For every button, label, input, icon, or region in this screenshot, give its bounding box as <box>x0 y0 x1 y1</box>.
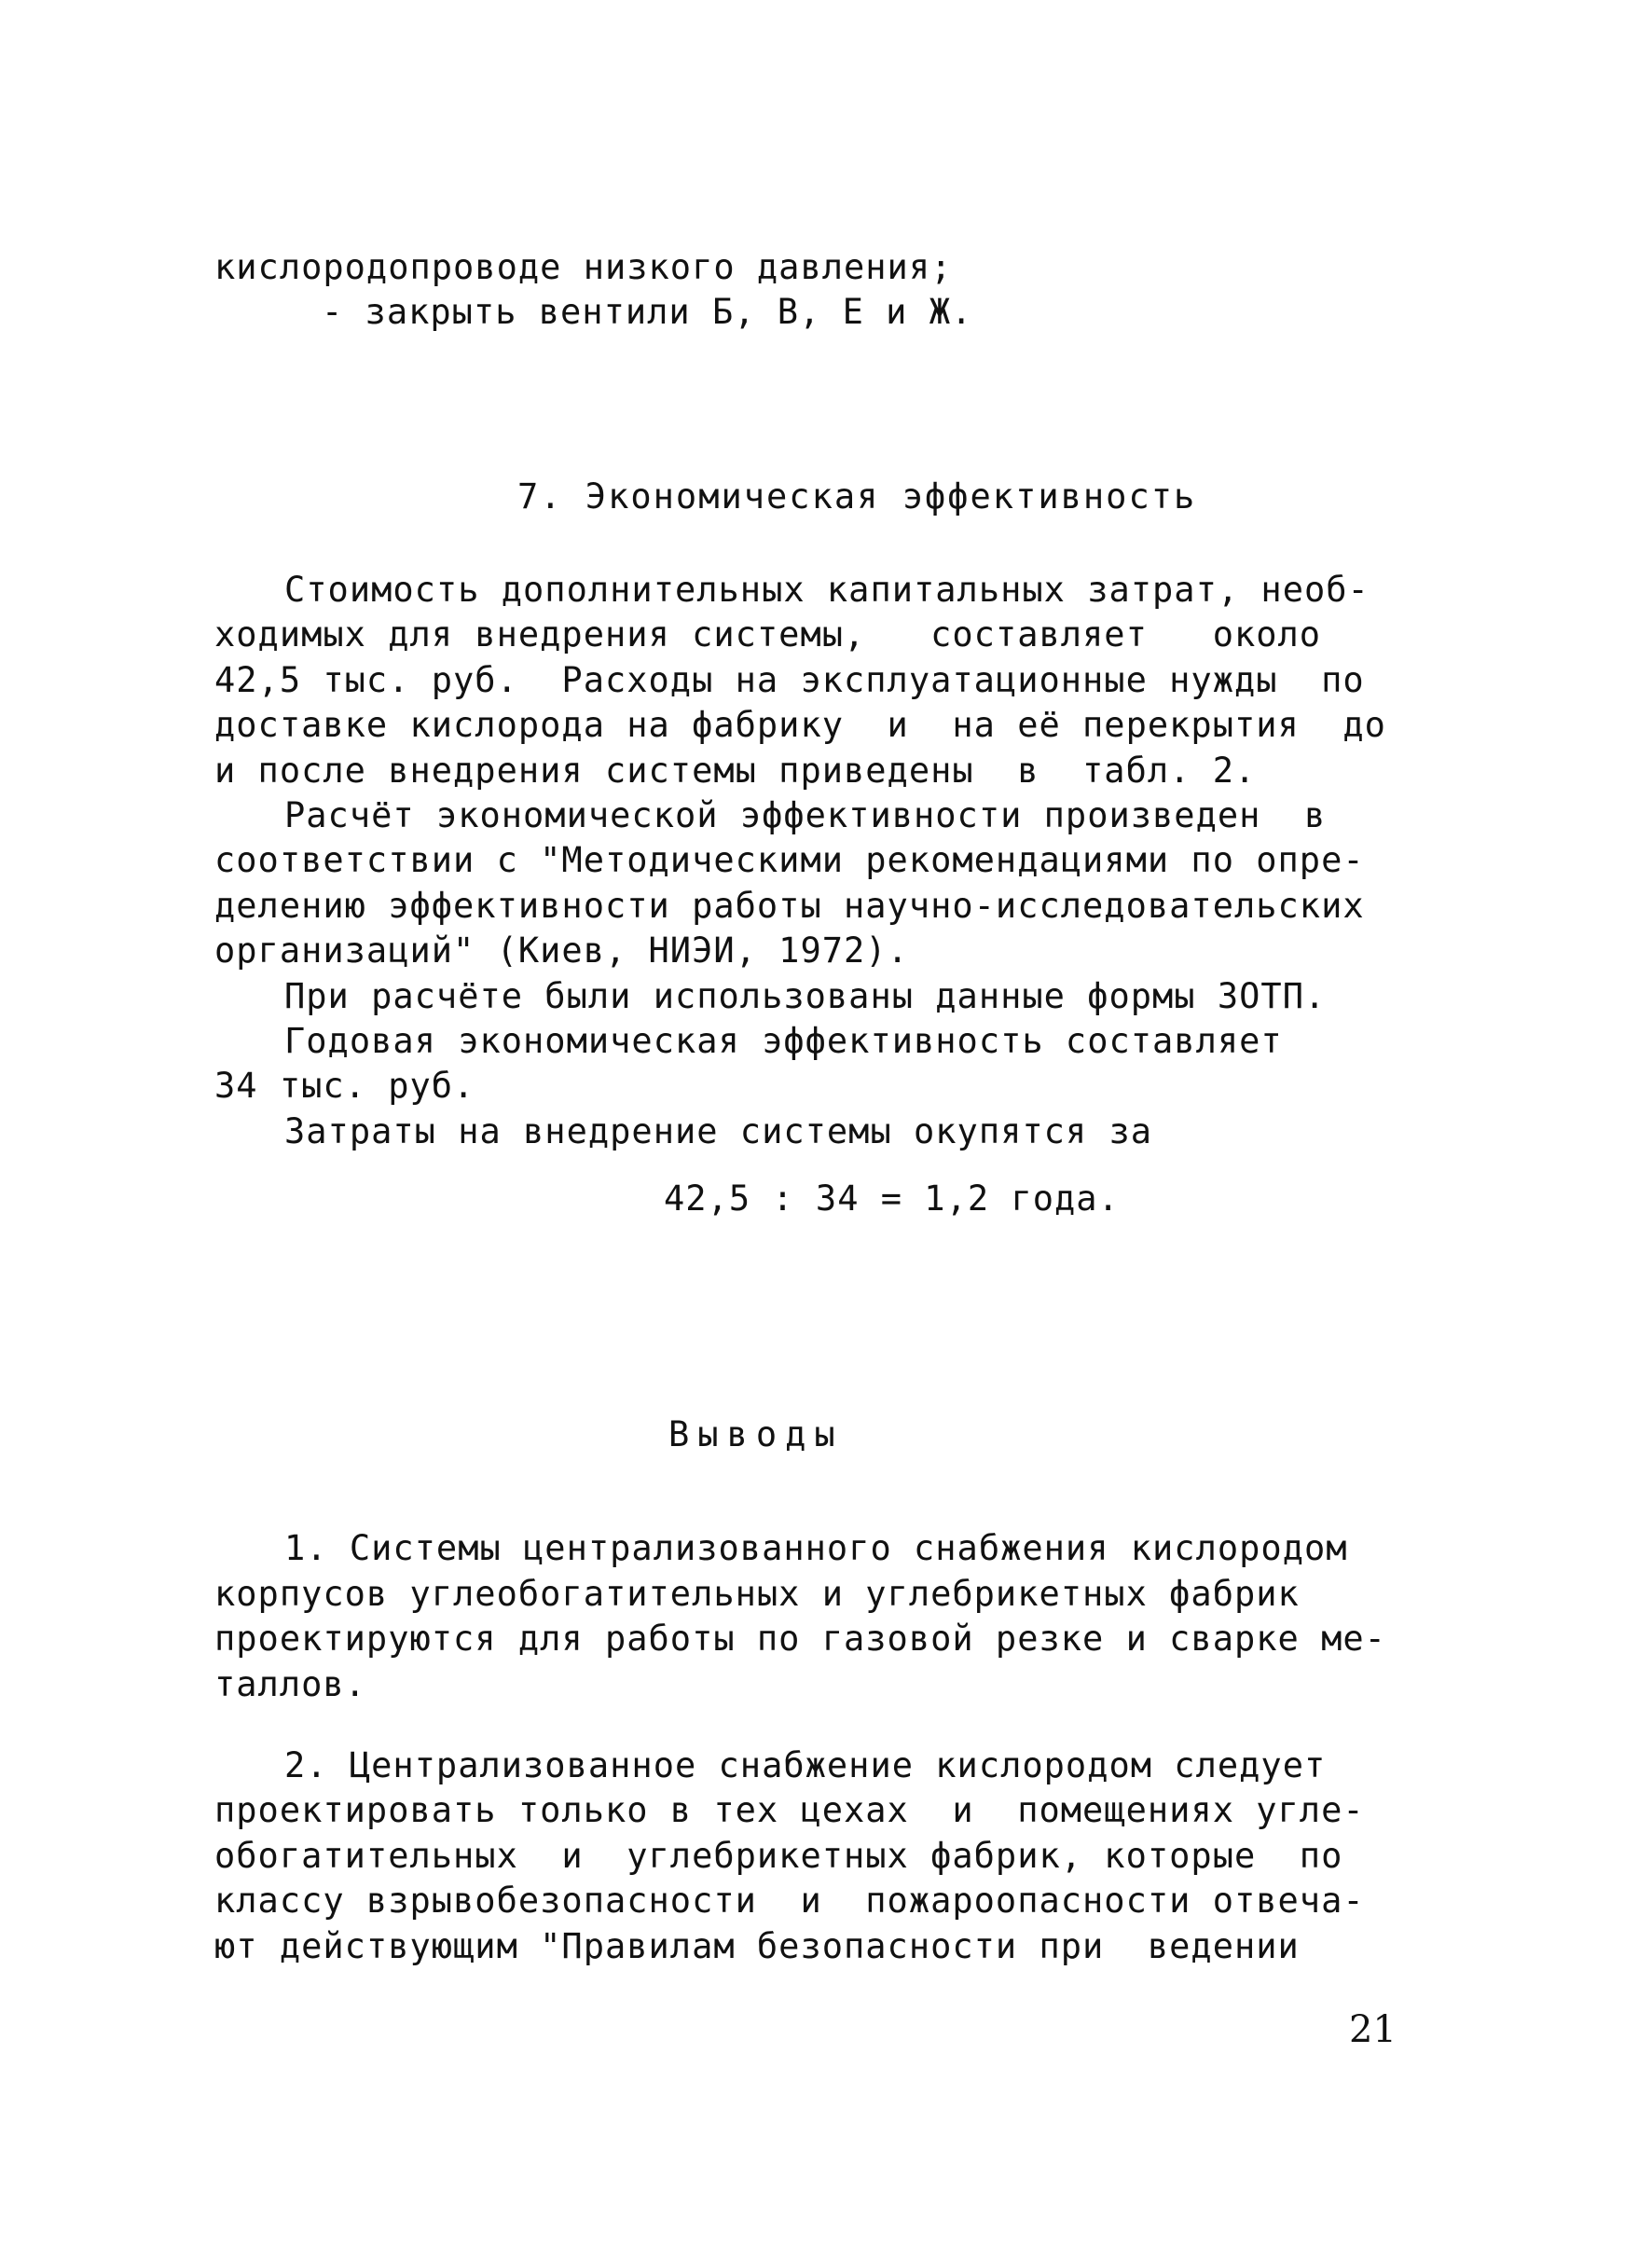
conclusion-2-line-1: 2. Централизованное снабжение кислородом следует <box>284 1745 1327 1785</box>
paragraph-2-line-4: организаций" (Киев, НИЭИ, 1972). <box>214 930 909 971</box>
payback-formula: 42,5 : 34 = 1,2 года. <box>664 1178 1120 1219</box>
conclusion-2-line-4: классу взрывобезопасности и пожароопасности отвеча- <box>214 1881 1365 1921</box>
paragraph-1-line-4: доставке кислорода на фабрику и на её перекрытия до <box>214 705 1386 745</box>
conclusion-1-line-3: проектируются для работы по газовой резке и сварке ме- <box>214 1619 1386 1659</box>
conclusion-1-line-2: корпусов углеобогатительных и углебрикетных фабрик <box>214 1574 1300 1614</box>
page-number: 21 <box>1349 2008 1397 2051</box>
paragraph-1-line-1: Стоимость дополнительных капитальных затрат, необ- <box>284 570 1370 610</box>
intro-line-1: кислородопроводе низкого давления; <box>214 247 953 287</box>
intro-line-2: - закрыть вентили Б, В, Е и Ж. <box>322 292 973 332</box>
paragraph-4-line-1: Годовая экономическая эффективность составляет <box>284 1021 1283 1061</box>
paragraph-2-line-2: соответствии с "Методическими рекомендациями по опре- <box>214 840 1365 880</box>
paragraph-1-line-2: ходимых для внедрения системы, составляет около <box>214 614 1322 655</box>
paragraph-4-line-2: 34 тыс. руб. <box>214 1066 475 1106</box>
conclusion-2-line-3: обогатительных и углебрикетных фабрик, которые по <box>214 1836 1343 1876</box>
section-7-title: 7. Экономическая эффективность <box>517 476 1197 517</box>
paragraph-2-line-1: Расчёт экономической эффективности произведен в <box>284 795 1327 835</box>
paragraph-5: Затраты на внедрение системы окупятся за <box>284 1111 1153 1151</box>
paragraph-3: При расчёте были использованы данные формы 3ОТП. <box>284 976 1327 1016</box>
conclusions-title: Выводы <box>668 1414 844 1454</box>
paragraph-1-line-5: и после внедрения системы приведены в табл. 2. <box>214 751 1257 791</box>
conclusion-2-line-5: ют действующим "Правилам безопасности при ведении <box>214 1926 1300 1966</box>
conclusion-1-line-4: таллов. <box>214 1664 366 1704</box>
conclusion-1-line-1: 1. Системы централизованного снабжения кислородом <box>284 1528 1348 1568</box>
paragraph-1-line-3: 42,5 тыс. руб. Расходы на эксплуатационные нужды по <box>214 660 1365 700</box>
paragraph-2-line-3: делению эффективности работы научно-исследовательских <box>214 886 1365 926</box>
conclusion-2-line-2: проектировать только в тех цехах и помещениях угле- <box>214 1790 1365 1830</box>
